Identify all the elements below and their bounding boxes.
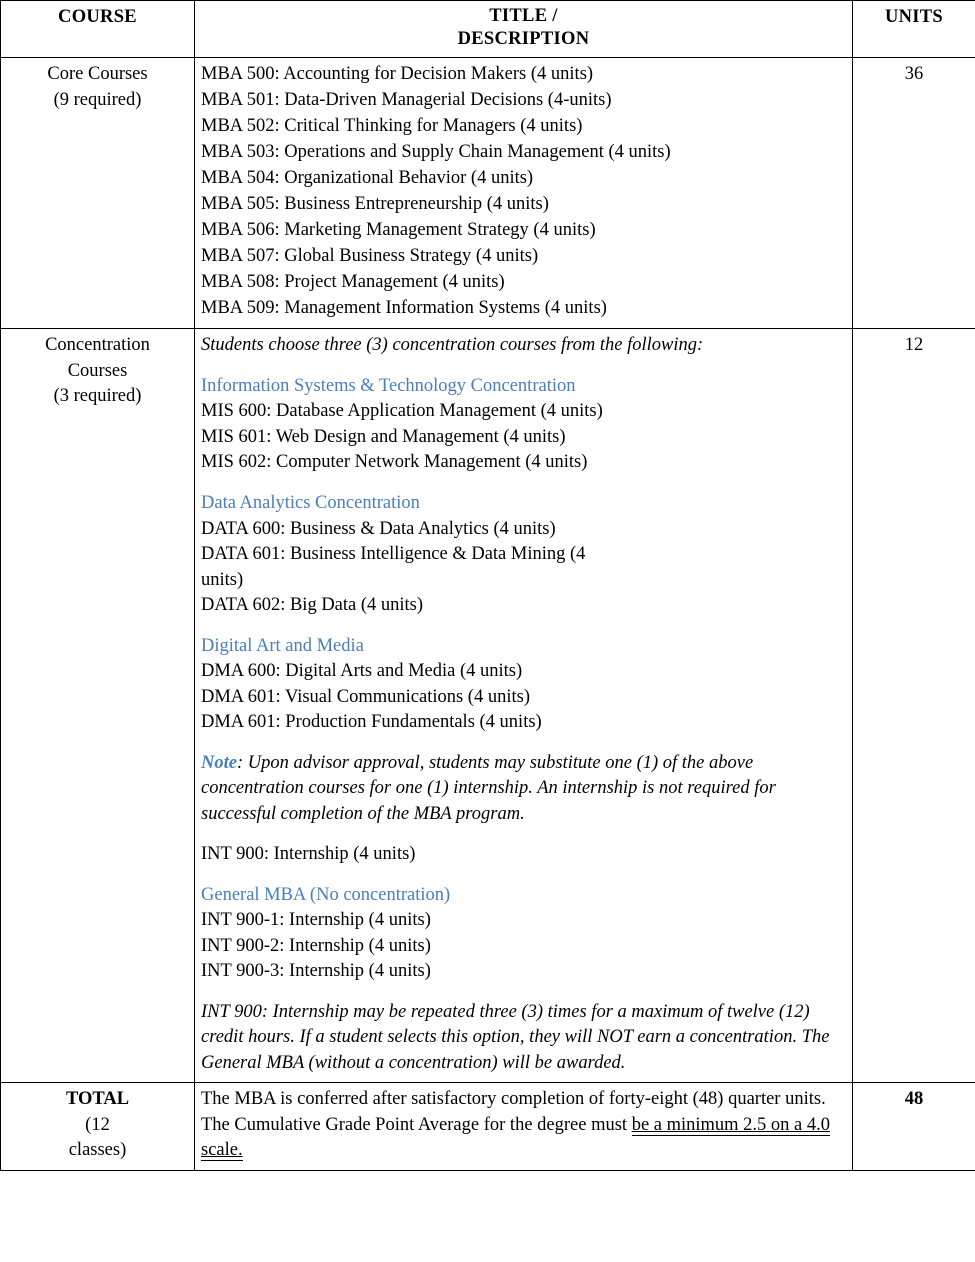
list-item: MBA 503: Operations and Supply Chain Management (4 units) (201, 142, 671, 163)
list-item: MBA 502: Critical Thinking for Managers (4 units) (201, 116, 583, 137)
concentration-heading-dma: Digital Art and Media (201, 635, 364, 656)
list-item: DMA 601: Production Fundamentals (4 units) (201, 712, 542, 733)
total-text-underlined: be a minimum 2.5 on a 4.0 scale. (201, 1114, 831, 1161)
course-label-line: (3 required) (53, 386, 142, 407)
course-label-core (1, 58, 195, 329)
spacer (201, 827, 846, 842)
course-label-line: (12 (85, 1114, 110, 1135)
header-course: COURSE (1, 1, 195, 58)
concentration-heading-general-mba: General MBA (No concentration) (201, 884, 451, 905)
list-item: MBA 509: Management Information Systems (4 units) (201, 298, 607, 319)
course-label-line: Core Courses (47, 64, 148, 85)
list-item: INT 900-1: Internship (4 units) (201, 910, 431, 931)
list-item: MBA 508: Project Management (4 units) (201, 272, 505, 293)
list-item: DMA 600: Digital Arts and Media (4 units) (201, 661, 523, 682)
list-item: DATA 600: Business & Data Analytics (4 units) (201, 518, 556, 539)
spacer (201, 476, 846, 491)
list-item: MIS 600: Database Application Management (4 units) (201, 401, 603, 422)
total-description (195, 1083, 853, 1171)
header-title-line1: TITLE / (489, 6, 558, 26)
advisor-note (201, 751, 846, 828)
table-row-total (1, 1083, 975, 1171)
concentration-courses-content (195, 329, 853, 1083)
course-label-total (1, 1083, 195, 1171)
header-title-line2: DESCRIPTION (457, 29, 590, 50)
units-total: 48 (853, 1083, 975, 1171)
course-label-concentration (1, 329, 195, 1083)
list-item: MBA 500: Accounting for Decision Makers (4 units) (201, 64, 594, 85)
units-core: 36 (853, 58, 975, 329)
list-item: DATA 602: Big Data (4 units) (201, 595, 424, 616)
spacer (201, 868, 846, 883)
spacer (201, 359, 846, 374)
list-item: MBA 501: Data-Driven Managerial Decisions (4-units) (201, 90, 612, 111)
list-item: INT 900-2: Internship (4 units) (201, 935, 431, 956)
list-item: MBA 505: Business Entrepreneurship (4 units) (201, 194, 549, 215)
note-label: Note (201, 752, 237, 773)
concentration-heading-data: Data Analytics Concentration (201, 492, 420, 513)
concentration-heading-ist: Information Systems & Technology Concentration (201, 375, 576, 396)
list-item: MBA 504: Organizational Behavior (4 units) (201, 168, 534, 189)
table-row-concentration-courses (1, 329, 975, 1083)
header-units: UNITS (853, 1, 975, 58)
units-concentration: 12 (853, 329, 975, 1083)
list-item: MIS 601: Web Design and Management (4 units) (201, 426, 566, 447)
list-item: DATA 601: Business Intelligence & Data Mining (4 (201, 544, 586, 565)
header-title-description (195, 1, 853, 58)
list-item: MIS 602: Computer Network Management (4 units) (201, 452, 588, 473)
list-item: MBA 507: Global Business Strategy (4 units) (201, 246, 539, 267)
table-row-core-courses (1, 58, 975, 329)
course-label-line: TOTAL (65, 1089, 130, 1110)
list-item: MBA 506: Marketing Management Strategy (4 units) (201, 220, 596, 241)
list-item: units) (201, 569, 244, 590)
note-text: : Upon advisor approval, students may substitute one (1) of the above concentration courses for one (1) internship. An internship is not required for successful completion of the MBA program. (201, 752, 776, 824)
concentration-intro: Students choose three (3) concentration courses from the following: (201, 335, 704, 356)
internship-line: INT 900: Internship (4 units) (201, 844, 416, 865)
spacer (201, 736, 846, 751)
internship-closing-note: INT 900: Internship may be repeated three (3) times for a maximum of twelve (12) credit hours. If a student selects this option, they will NOT earn a concentration. The General MBA (without a concentration) will be awarded. (201, 1001, 830, 1073)
course-label-line: Concentration (45, 335, 150, 356)
list-item: DMA 601: Visual Communications (4 units) (201, 686, 530, 707)
core-courses-list (195, 58, 853, 329)
list-item: INT 900-3: Internship (4 units) (201, 961, 431, 982)
table-header-row (1, 1, 975, 58)
spacer (201, 985, 846, 1000)
course-label-line: (9 required) (53, 89, 142, 110)
course-label-line: Courses (67, 360, 128, 381)
spacer (201, 619, 846, 634)
course-label-line: classes) (68, 1140, 127, 1161)
total-text: The MBA is conferred after satisfactory completion of forty-eight (48) quarter units. The Cumulative Grade Point Average for the degree must (201, 1089, 826, 1135)
